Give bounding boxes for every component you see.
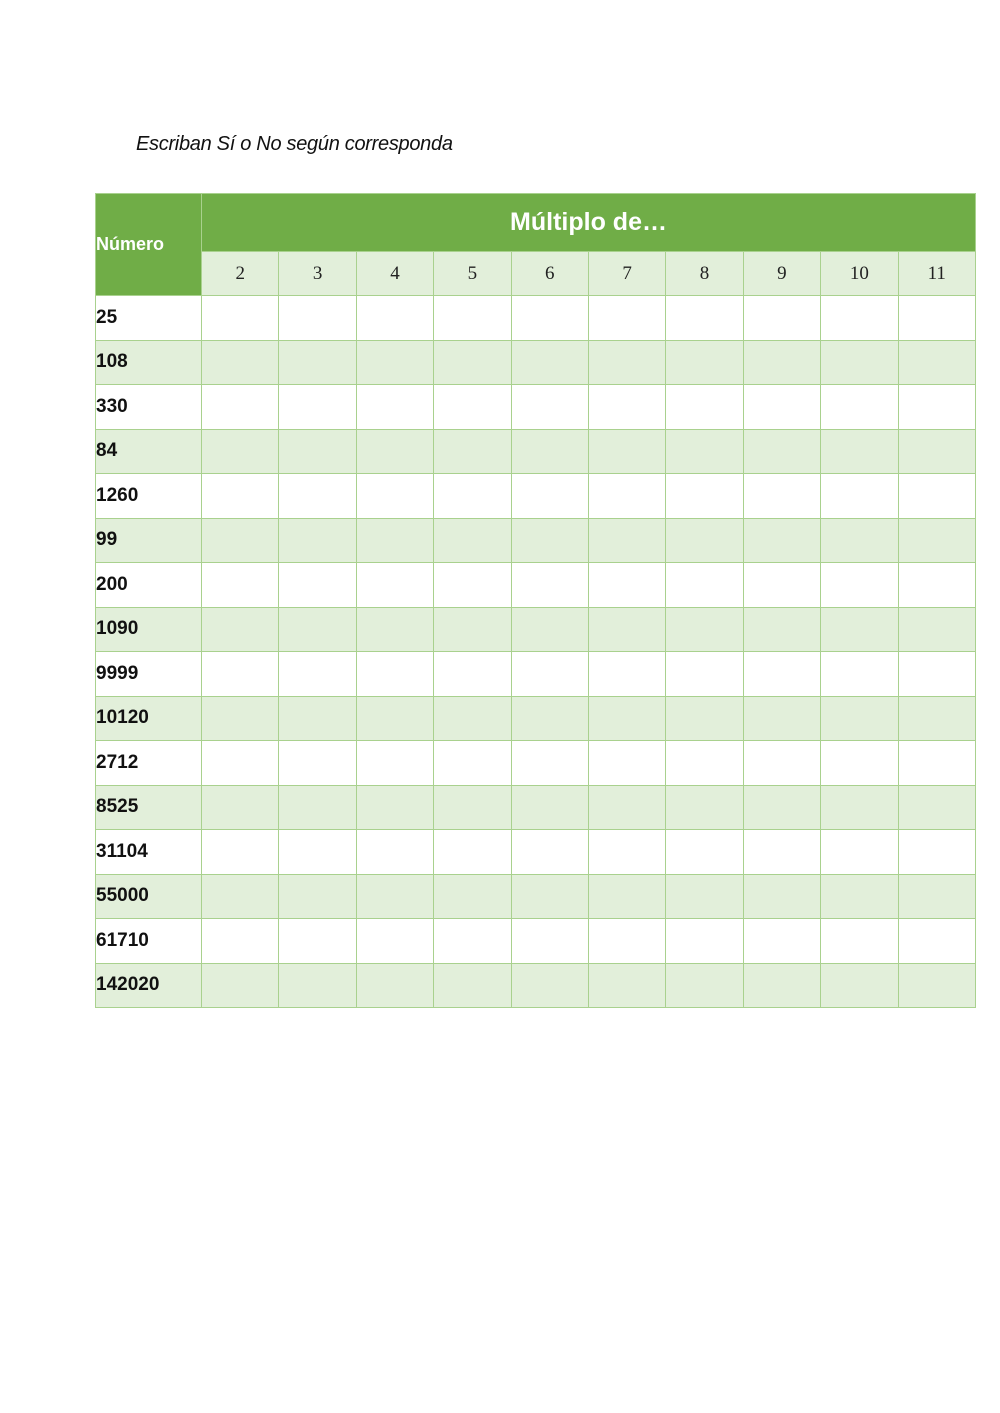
answer-cell[interactable] — [356, 830, 433, 875]
answer-cell[interactable] — [743, 340, 820, 385]
answer-cell[interactable] — [743, 963, 820, 1008]
answer-cell[interactable] — [821, 874, 898, 919]
answer-cell[interactable] — [743, 385, 820, 430]
divisor-header-9: 9 — [743, 252, 820, 296]
answer-cell[interactable] — [279, 429, 356, 474]
answer-cell[interactable] — [434, 741, 511, 786]
number-cell: 108 — [96, 340, 202, 385]
table-row — [96, 696, 976, 741]
table-row — [96, 563, 976, 608]
answer-cell[interactable] — [434, 919, 511, 964]
number-cell: 2712 — [96, 741, 202, 786]
answer-cell[interactable] — [202, 874, 279, 919]
answer-cell[interactable] — [588, 696, 665, 741]
answer-cell[interactable] — [898, 385, 976, 430]
answer-cell[interactable] — [511, 518, 588, 563]
answer-cell[interactable] — [202, 340, 279, 385]
answer-cell[interactable] — [898, 652, 976, 697]
answer-cell[interactable] — [356, 474, 433, 519]
answer-cell[interactable] — [434, 340, 511, 385]
answer-cell[interactable] — [279, 874, 356, 919]
answer-cell[interactable] — [434, 563, 511, 608]
answer-cell[interactable] — [898, 696, 976, 741]
answer-cell[interactable] — [743, 696, 820, 741]
answer-cell[interactable] — [434, 652, 511, 697]
answer-cell[interactable] — [588, 874, 665, 919]
answer-cell[interactable] — [279, 607, 356, 652]
answer-cell[interactable] — [356, 874, 433, 919]
answer-cell[interactable] — [666, 563, 743, 608]
divisor-header-3: 3 — [279, 252, 356, 296]
multiple-of-header: Múltiplo de… — [202, 194, 976, 252]
answer-cell[interactable] — [666, 785, 743, 830]
answer-cell[interactable] — [898, 518, 976, 563]
number-cell: 330 — [96, 385, 202, 430]
answer-cell[interactable] — [202, 741, 279, 786]
answer-cell[interactable] — [511, 385, 588, 430]
answer-cell[interactable] — [434, 785, 511, 830]
answer-cell[interactable] — [821, 385, 898, 430]
answer-cell[interactable] — [434, 429, 511, 474]
table-row — [96, 296, 976, 341]
answer-cell[interactable] — [898, 830, 976, 875]
instruction-text: Escriban Sí o No según corresponda — [136, 133, 453, 155]
answer-cell[interactable] — [743, 474, 820, 519]
answer-cell[interactable] — [434, 963, 511, 1008]
answer-cell[interactable] — [356, 340, 433, 385]
answer-cell[interactable] — [588, 607, 665, 652]
answer-cell[interactable] — [511, 874, 588, 919]
answer-cell[interactable] — [202, 296, 279, 341]
answer-cell[interactable] — [279, 652, 356, 697]
table-row — [96, 830, 976, 875]
answer-cell[interactable] — [743, 785, 820, 830]
answer-cell[interactable] — [202, 474, 279, 519]
answer-cell[interactable] — [202, 607, 279, 652]
table-row — [96, 474, 976, 519]
answer-cell[interactable] — [511, 474, 588, 519]
table-row — [96, 429, 976, 474]
table-body — [96, 296, 976, 1008]
answer-cell[interactable] — [511, 830, 588, 875]
number-cell: 10120 — [96, 696, 202, 741]
answer-cell[interactable] — [356, 518, 433, 563]
answer-cell[interactable] — [821, 296, 898, 341]
answer-cell[interactable] — [202, 563, 279, 608]
answer-cell[interactable] — [898, 563, 976, 608]
answer-cell[interactable] — [511, 696, 588, 741]
table-row — [96, 652, 976, 697]
answer-cell[interactable] — [666, 518, 743, 563]
answer-cell[interactable] — [666, 830, 743, 875]
answer-cell[interactable] — [898, 785, 976, 830]
answer-cell[interactable] — [666, 607, 743, 652]
answer-cell[interactable] — [743, 919, 820, 964]
answer-cell[interactable] — [743, 607, 820, 652]
answer-cell[interactable] — [743, 741, 820, 786]
answer-cell[interactable] — [279, 785, 356, 830]
answer-cell[interactable] — [898, 607, 976, 652]
divisor-header-row — [96, 252, 976, 296]
divisor-header-8: 8 — [666, 252, 743, 296]
answer-cell[interactable] — [356, 741, 433, 786]
answer-cell[interactable] — [279, 741, 356, 786]
answer-cell[interactable] — [356, 919, 433, 964]
answer-cell[interactable] — [588, 652, 665, 697]
table-row — [96, 385, 976, 430]
answer-cell[interactable] — [434, 474, 511, 519]
number-cell: 1260 — [96, 474, 202, 519]
answer-cell[interactable] — [666, 340, 743, 385]
answer-cell[interactable] — [434, 518, 511, 563]
answer-cell[interactable] — [821, 785, 898, 830]
table-row — [96, 874, 976, 919]
answer-cell[interactable] — [588, 296, 665, 341]
table-row — [96, 919, 976, 964]
answer-cell[interactable] — [588, 963, 665, 1008]
answer-cell[interactable] — [279, 563, 356, 608]
answer-cell[interactable] — [821, 429, 898, 474]
answer-cell[interactable] — [511, 607, 588, 652]
answer-cell[interactable] — [279, 474, 356, 519]
answer-cell[interactable] — [666, 919, 743, 964]
answer-cell[interactable] — [434, 696, 511, 741]
number-cell: 55000 — [96, 874, 202, 919]
answer-cell[interactable] — [356, 296, 433, 341]
answer-cell[interactable] — [898, 340, 976, 385]
answer-cell[interactable] — [743, 874, 820, 919]
answer-cell[interactable] — [434, 296, 511, 341]
number-cell: 142020 — [96, 963, 202, 1008]
multiples-table — [95, 193, 976, 1008]
answer-cell[interactable] — [666, 963, 743, 1008]
answer-cell[interactable] — [743, 652, 820, 697]
answer-cell[interactable] — [356, 785, 433, 830]
answer-cell[interactable] — [356, 607, 433, 652]
answer-cell[interactable] — [434, 385, 511, 430]
answer-cell[interactable] — [898, 296, 976, 341]
answer-cell[interactable] — [588, 741, 665, 786]
answer-cell[interactable] — [821, 963, 898, 1008]
divisor-header-4: 4 — [356, 252, 433, 296]
answer-cell[interactable] — [588, 385, 665, 430]
number-column-header: Número — [96, 194, 202, 296]
answer-cell[interactable] — [588, 474, 665, 519]
answer-cell[interactable] — [588, 563, 665, 608]
answer-cell[interactable] — [743, 296, 820, 341]
number-cell: 200 — [96, 563, 202, 608]
answer-cell[interactable] — [666, 741, 743, 786]
answer-cell[interactable] — [356, 385, 433, 430]
answer-cell[interactable] — [821, 518, 898, 563]
answer-cell[interactable] — [511, 741, 588, 786]
answer-cell[interactable] — [898, 919, 976, 964]
divisor-header-2: 2 — [202, 252, 279, 296]
number-cell: 1090 — [96, 607, 202, 652]
answer-cell[interactable] — [434, 830, 511, 875]
answer-cell[interactable] — [821, 741, 898, 786]
answer-cell[interactable] — [898, 474, 976, 519]
answer-cell[interactable] — [588, 429, 665, 474]
answer-cell[interactable] — [511, 340, 588, 385]
answer-cell[interactable] — [434, 874, 511, 919]
answer-cell[interactable] — [588, 785, 665, 830]
answer-cell[interactable] — [743, 830, 820, 875]
answer-cell[interactable] — [821, 563, 898, 608]
number-cell: 61710 — [96, 919, 202, 964]
answer-cell[interactable] — [202, 652, 279, 697]
answer-cell[interactable] — [279, 340, 356, 385]
answer-cell[interactable] — [511, 652, 588, 697]
divisor-header-11: 11 — [898, 252, 976, 296]
answer-cell[interactable] — [511, 296, 588, 341]
number-cell: 25 — [96, 296, 202, 341]
answer-cell[interactable] — [511, 563, 588, 608]
table-row — [96, 518, 976, 563]
answer-cell[interactable] — [356, 429, 433, 474]
answer-cell[interactable] — [356, 963, 433, 1008]
answer-cell[interactable] — [356, 696, 433, 741]
divisor-header-7: 7 — [588, 252, 665, 296]
answer-cell[interactable] — [202, 518, 279, 563]
answer-cell[interactable] — [743, 429, 820, 474]
answer-cell[interactable] — [666, 429, 743, 474]
answer-cell[interactable] — [666, 652, 743, 697]
answer-cell[interactable] — [821, 919, 898, 964]
answer-cell[interactable] — [279, 919, 356, 964]
number-cell: 31104 — [96, 830, 202, 875]
answer-cell[interactable] — [666, 385, 743, 430]
number-cell: 8525 — [96, 785, 202, 830]
answer-cell[interactable] — [356, 563, 433, 608]
answer-cell[interactable] — [666, 474, 743, 519]
table-row — [96, 785, 976, 830]
divisor-header-6: 6 — [511, 252, 588, 296]
table-row — [96, 963, 976, 1008]
answer-cell[interactable] — [202, 385, 279, 430]
answer-cell[interactable] — [511, 963, 588, 1008]
answer-cell[interactable] — [743, 518, 820, 563]
answer-cell[interactable] — [821, 340, 898, 385]
number-cell: 84 — [96, 429, 202, 474]
divisor-header-5: 5 — [434, 252, 511, 296]
answer-cell[interactable] — [202, 963, 279, 1008]
answer-cell[interactable] — [821, 474, 898, 519]
answer-cell[interactable] — [588, 919, 665, 964]
answer-cell[interactable] — [898, 741, 976, 786]
answer-cell[interactable] — [588, 830, 665, 875]
answer-cell[interactable] — [898, 874, 976, 919]
answer-cell[interactable] — [202, 919, 279, 964]
answer-cell[interactable] — [202, 830, 279, 875]
answer-cell[interactable] — [588, 518, 665, 563]
answer-cell[interactable] — [279, 385, 356, 430]
answer-cell[interactable] — [821, 607, 898, 652]
divisor-header-10: 10 — [821, 252, 898, 296]
answer-cell[interactable] — [202, 696, 279, 741]
answer-cell[interactable] — [666, 874, 743, 919]
answer-cell[interactable] — [202, 785, 279, 830]
answer-cell[interactable] — [434, 607, 511, 652]
number-cell: 99 — [96, 518, 202, 563]
table-row — [96, 340, 976, 385]
answer-cell[interactable] — [279, 830, 356, 875]
answer-cell[interactable] — [279, 296, 356, 341]
answer-cell[interactable] — [202, 429, 279, 474]
answer-cell[interactable] — [588, 340, 665, 385]
answer-cell[interactable] — [511, 429, 588, 474]
answer-cell[interactable] — [898, 429, 976, 474]
answer-cell[interactable] — [666, 296, 743, 341]
answer-cell[interactable] — [821, 830, 898, 875]
answer-cell[interactable] — [356, 652, 433, 697]
answer-cell[interactable] — [279, 518, 356, 563]
answer-cell[interactable] — [821, 696, 898, 741]
answer-cell[interactable] — [511, 785, 588, 830]
answer-cell[interactable] — [666, 696, 743, 741]
number-cell: 9999 — [96, 652, 202, 697]
answer-cell[interactable] — [743, 563, 820, 608]
table-row — [96, 741, 976, 786]
answer-cell[interactable] — [511, 919, 588, 964]
answer-cell[interactable] — [821, 652, 898, 697]
answer-cell[interactable] — [279, 696, 356, 741]
answer-cell[interactable] — [898, 963, 976, 1008]
answer-cell[interactable] — [279, 963, 356, 1008]
table-row — [96, 607, 976, 652]
